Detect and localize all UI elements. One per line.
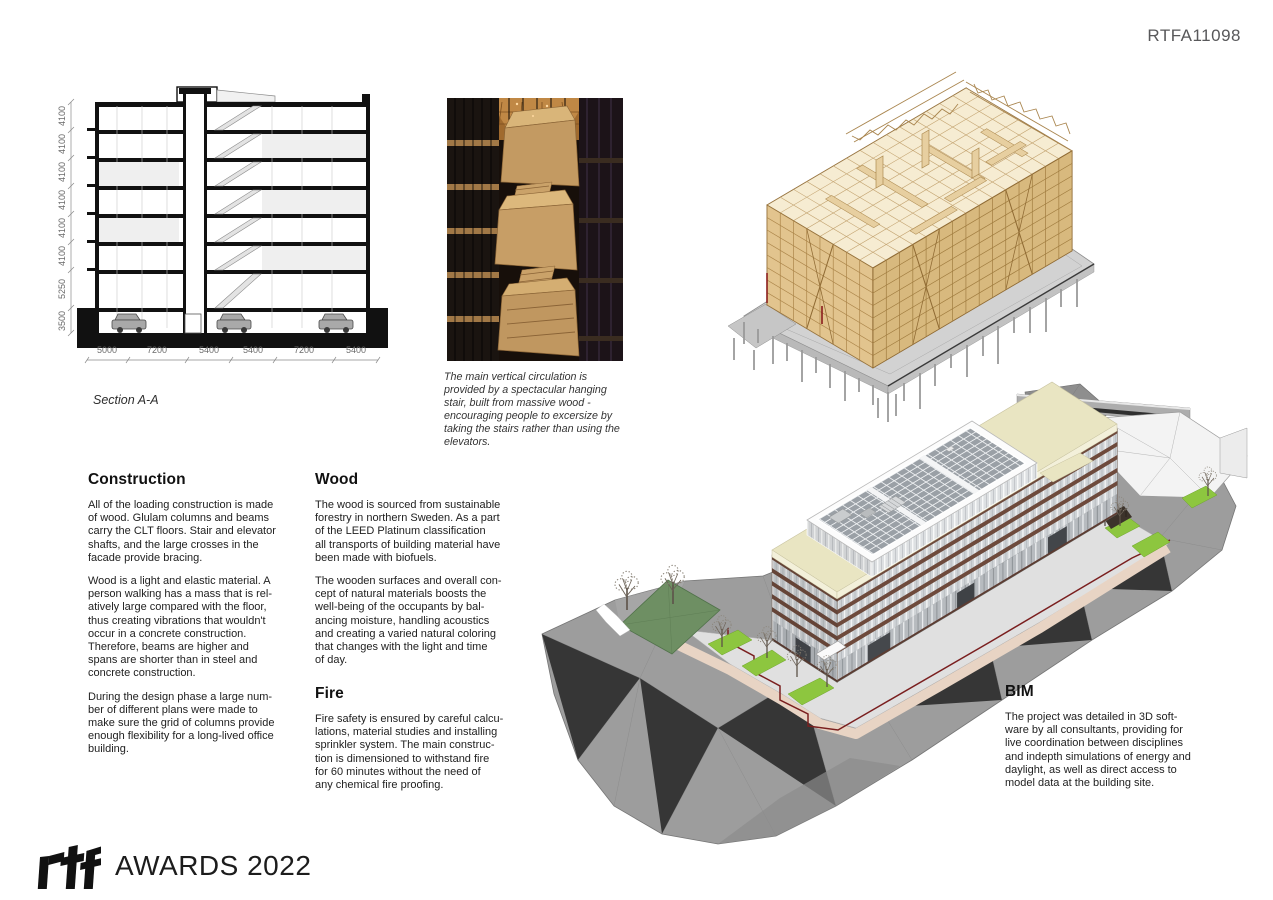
atrium-photo [447, 98, 623, 361]
elevator-core [179, 88, 211, 333]
svg-text:5400: 5400 [345, 345, 367, 355]
article-construction [88, 471, 294, 767]
vertical-dim-line [68, 99, 74, 336]
svg-text:4100: 4100 [57, 189, 67, 211]
svg-text:5400: 5400 [198, 345, 220, 355]
car-icon [112, 314, 146, 333]
bim-heading: BIM [1005, 683, 1034, 700]
photo-caption: The main vertical circulation is provided by a spectacular hanging stair, built from massive wood - encouraging people to excersize by taking the stairs rather than using the elevators. [444, 371, 620, 448]
svg-text:4100: 4100 [57, 245, 67, 267]
horizontal-dim-line [85, 357, 380, 363]
svg-text:7200: 7200 [293, 345, 315, 355]
paragraph: All of the loading construction is made of wood. Glulam columns and beams carry the CLT floors. Stair and elevator shafts, and the large crosses in the facade provide bracing. [88, 499, 276, 564]
svg-text:5250: 5250 [57, 278, 67, 300]
vertical-dim-labels [57, 106, 67, 331]
paragraph: The project was detailed in 3D soft- ware by all consultants, providing for live coordination between disciplines and indepth simulations of energy and daylight, as well as direct access to model data at the building site. [1005, 711, 1191, 790]
balcony-slabs [87, 128, 95, 271]
svg-text:7200: 7200 [146, 345, 168, 355]
article-wood [315, 471, 517, 677]
svg-text:5400: 5400 [242, 345, 264, 355]
paragraph: The wooden surfaces and overall con- cept of natural materials boosts the well-being of the occupants by bal- ancing moisture, handling acoustics and creating a varied natural coloring that changes with the light and time of day. [315, 575, 502, 667]
svg-text:4100: 4100 [57, 105, 67, 127]
wood-heading: Wood [315, 471, 359, 488]
paragraph: Wood is a light and elastic material. A person walking has a mass that is rel- atively large compared with the floor, thus creating vibrations that wouldn't occur in a concrete construction. Therefore, beams are higher and spans are shorter than in steel and concrete construction. [88, 575, 273, 680]
article-fire [315, 685, 517, 802]
paragraph: The wood is sourced from sustainable forestry in northern Sweden. As a part of the LEED Platinum classification all transports of building material have been made with biofuels. [315, 499, 501, 564]
paragraph: During the design phase a large num- ber of different plans were made to make sure the grid of columns provide enough flexibility for a long-lived office building. [88, 690, 275, 756]
car-icon [319, 314, 353, 333]
section-drawing [57, 82, 407, 417]
svg-text:3500: 3500 [57, 310, 67, 332]
fire-heading: Fire [315, 685, 344, 702]
awards-label: AWARDS 2022 [115, 850, 312, 881]
article-bim [1005, 683, 1223, 800]
rtf-logo-icon [35, 843, 101, 889]
svg-text:4100: 4100 [57, 161, 67, 183]
section-label: Section A-A [93, 393, 159, 407]
car-icon [217, 314, 251, 333]
stair-flights [215, 106, 261, 308]
board-reference-id: RTFA11098 [1147, 26, 1241, 45]
svg-text:4100: 4100 [57, 133, 67, 155]
construction-heading: Construction [88, 471, 186, 488]
paragraph: Fire safety is ensured by careful calcu- lations, material studies and installing sprinkler system. The main construc- tion is dimensioned to withstand fire for 60 minutes without the need of any chemical fire proofing. [315, 713, 504, 792]
svg-text:4100: 4100 [57, 217, 67, 239]
timber-frame [767, 72, 1072, 368]
svg-text:5000: 5000 [96, 345, 118, 355]
rtf-awards-logo [35, 843, 311, 889]
hanging-stair-boxes [495, 106, 579, 356]
